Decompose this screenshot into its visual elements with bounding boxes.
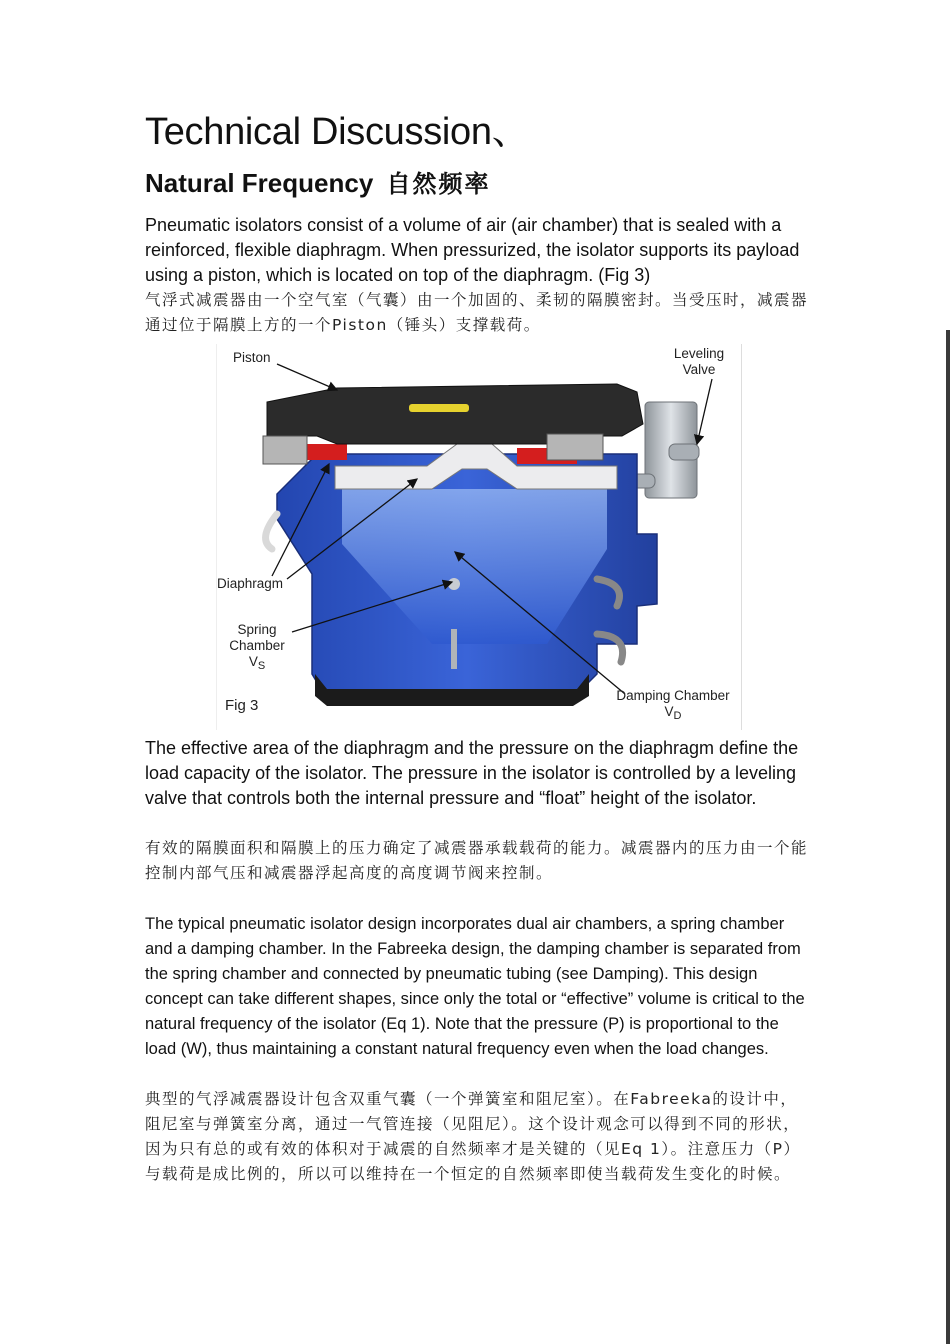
label-leveling-valve-line-2: Valve xyxy=(682,362,716,377)
page-edge-shadow xyxy=(946,330,950,1344)
label-leveling-valve xyxy=(669,346,729,378)
damping-volume-subscript: D xyxy=(673,710,682,722)
section-heading-en: Natural Frequency xyxy=(145,168,374,198)
paragraph-2-en: The effective area of the diaphragm and the pressure on the diaphragm define the load capacity of the isolator. The pressure in the isolator is controlled by a leveling valve that controls both the internal pressure and “float” height of the isolator. xyxy=(145,738,799,808)
paragraph-1-cn: 气浮式减震器由一个空气室（气囊）由一个加固的、柔韧的隔膜密封。当受压时，减震器通过位于隔膜上方的一个Piston（锤头）支撑载荷。 xyxy=(145,291,809,334)
paragraph-3-en: The typical pneumatic isolator design incorporates dual air chambers, a spring chamber and a damping chamber. In the Fabreeka design, the damping chamber is separated from the spring chamber and connected by pneumatic tubing (see Damping). This design concept can take different shapes, since only the total or “effective” volume is critical to the natural frequency of the isolator (Eq 1). Note that the pressure (P) is proportional to the load (W), thus maintaining a constant natural frequency even when the load changes. xyxy=(145,915,805,1058)
paragraph-1-en: Pneumatic isolators consist of a volume of air (air chamber) that is sealed with a reinforced, flexible diaphragm. When pressurized, the isolator supports its payload using a piston, which is located on top of the diaphragm. (Fig 3) xyxy=(145,215,800,285)
isolator-illustration xyxy=(217,344,741,730)
figure-caption: Fig 3 xyxy=(225,697,259,714)
label-leveling-valve-line-1: Leveling xyxy=(673,346,725,361)
label-piston: Piston xyxy=(233,350,271,365)
damping-volume-symbol: V xyxy=(664,704,674,719)
section-heading xyxy=(145,164,491,199)
spring-volume-subscript: S xyxy=(257,660,266,672)
label-diaphragm: Diaphragm xyxy=(217,576,284,591)
label-spring-volume xyxy=(223,654,291,674)
section-heading-cn: 自然频率 xyxy=(386,170,491,198)
paragraph-2-cn: 有效的隔膜面积和隔膜上的压力确定了减震器承载载荷的能力。减震器内的压力由一个能控制内部气压和减震器浮起高度的高度调节阀来控制。 xyxy=(145,839,809,882)
spring-volume-symbol: V xyxy=(248,654,258,669)
label-spring-chamber-line-1: Spring xyxy=(237,622,277,637)
label-damping-volume xyxy=(609,704,737,724)
paragraph-3-cn: 典型的气浮减震器设计包含双重气囊（一个弹簧室和阻尼室）。在Fabreeka的设计中，阻尼室与弹簧室分离，通过一气管连接（见阻尼）。这个设计观念可以得到不同的形状，因为只有总的或有效的体积对于减震的自然频率才是关键的（见Eq 1）。注意压力（P）与载荷是成比例的，所以可以维持在一个恒定的自然频率即使当载荷发生变化的时候。 xyxy=(145,1090,801,1183)
page-title: Technical Discussion、 xyxy=(145,111,530,153)
label-damping-chamber-line: Damping Chamber xyxy=(616,688,730,703)
label-spring-chamber xyxy=(223,622,291,674)
label-damping-chamber xyxy=(609,688,737,724)
isolator-cutaway-figure xyxy=(216,344,742,730)
label-spring-chamber-line-2: Chamber xyxy=(229,638,285,653)
